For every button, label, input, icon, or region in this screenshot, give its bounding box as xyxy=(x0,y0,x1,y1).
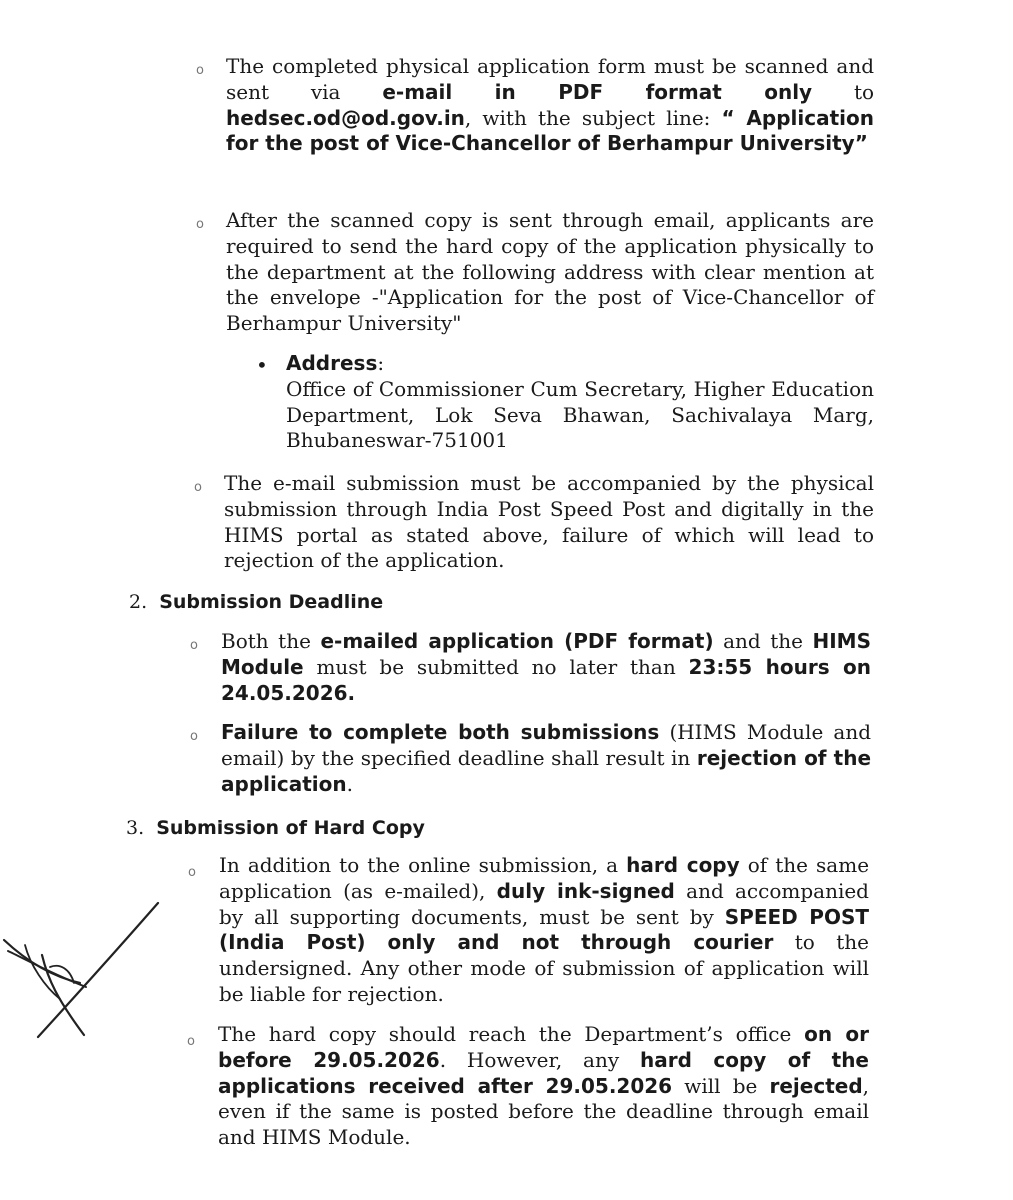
sub-bullet-marker: o xyxy=(188,865,196,880)
address-label: Address xyxy=(286,351,378,375)
sub-bullet-marker: o xyxy=(196,63,204,78)
email-submission-paragraph: The completed physical application form must be scanned and sent via e-mail in PDF format only to hedsec.od@od.gov.in, with the subject line: “ Application for the post of Vice-Chancellor of Berhampur University” xyxy=(226,54,875,156)
section-3-heading: 3. Submission of Hard Copy xyxy=(126,817,425,839)
email-subject-line: “ Application for the post of Vice-Chancellor of Berhampur University” xyxy=(226,105,874,156)
accompanied-submission-paragraph: The e-mail submission must be accompanied by the physical submission through India Post Speed Post and digitally in the HIMS portal as stated above, failure of which will lead to rejection of the application. xyxy=(224,471,874,573)
hard-copy-deadline-paragraph: The hard copy should reach the Department’s office on or before 29.05.2026. However, any hard copy of the applications received after 29.05.2026 will be rejected, even if the same is posted before the deadline through email and HIMS Module. xyxy=(218,1022,869,1150)
hard-copy-paragraph: In addition to the online submission, a hard copy of the same application (as e-mailed), duly ink-signed and accompanied by all supporting documents, must be sent by SPEED POST (India Post) only and not through courier to the undersigned. Any other mode of submission of application will be liable for rejection. xyxy=(219,853,870,1006)
sub-bullet-marker: o xyxy=(196,217,204,232)
section-2-heading: 2. Submission Deadline xyxy=(129,591,384,613)
address-text: Office of Commissioner Cum Secretary, Higher Education Department, Lok Seva Bhawan, Sachivalaya Marg, Bhubaneswar-751001 xyxy=(286,376,874,453)
rejection-warning-paragraph: Failure to complete both submissions (HIMS Module and email) by the specified deadline shall result in rejection of the application. xyxy=(221,720,872,796)
email-address: hedsec.od@od.gov.in xyxy=(226,105,465,130)
address-bullet: • xyxy=(256,353,268,377)
sub-bullet-marker: o xyxy=(194,480,202,495)
address-block: Address: Office of Commissioner Cum Secretary, Higher Education Department, Lok Seva Bhawan, Sachivalaya Marg, Bhubaneswar-751001 xyxy=(286,351,874,453)
sub-bullet-marker: o xyxy=(190,638,198,653)
handwritten-signature xyxy=(0,895,170,1045)
deadline-datetime: 23:55 hours on 24.05.2026. xyxy=(221,654,871,705)
sub-bullet-marker: o xyxy=(190,729,198,744)
hard-copy-physical-paragraph: After the scanned copy is sent through email, applicants are required to send the hard copy of the application physically to the department at the following address with clear mention at the envelope -"Application for the post of Vice-Chancellor of Berhampur University" xyxy=(226,208,874,336)
deadline-paragraph: Both the e-mailed application (PDF format) and the HIMS Module must be submitted no later than 23:55 hours on 24.05.2026. xyxy=(221,629,871,705)
sub-bullet-marker: o xyxy=(187,1034,195,1049)
